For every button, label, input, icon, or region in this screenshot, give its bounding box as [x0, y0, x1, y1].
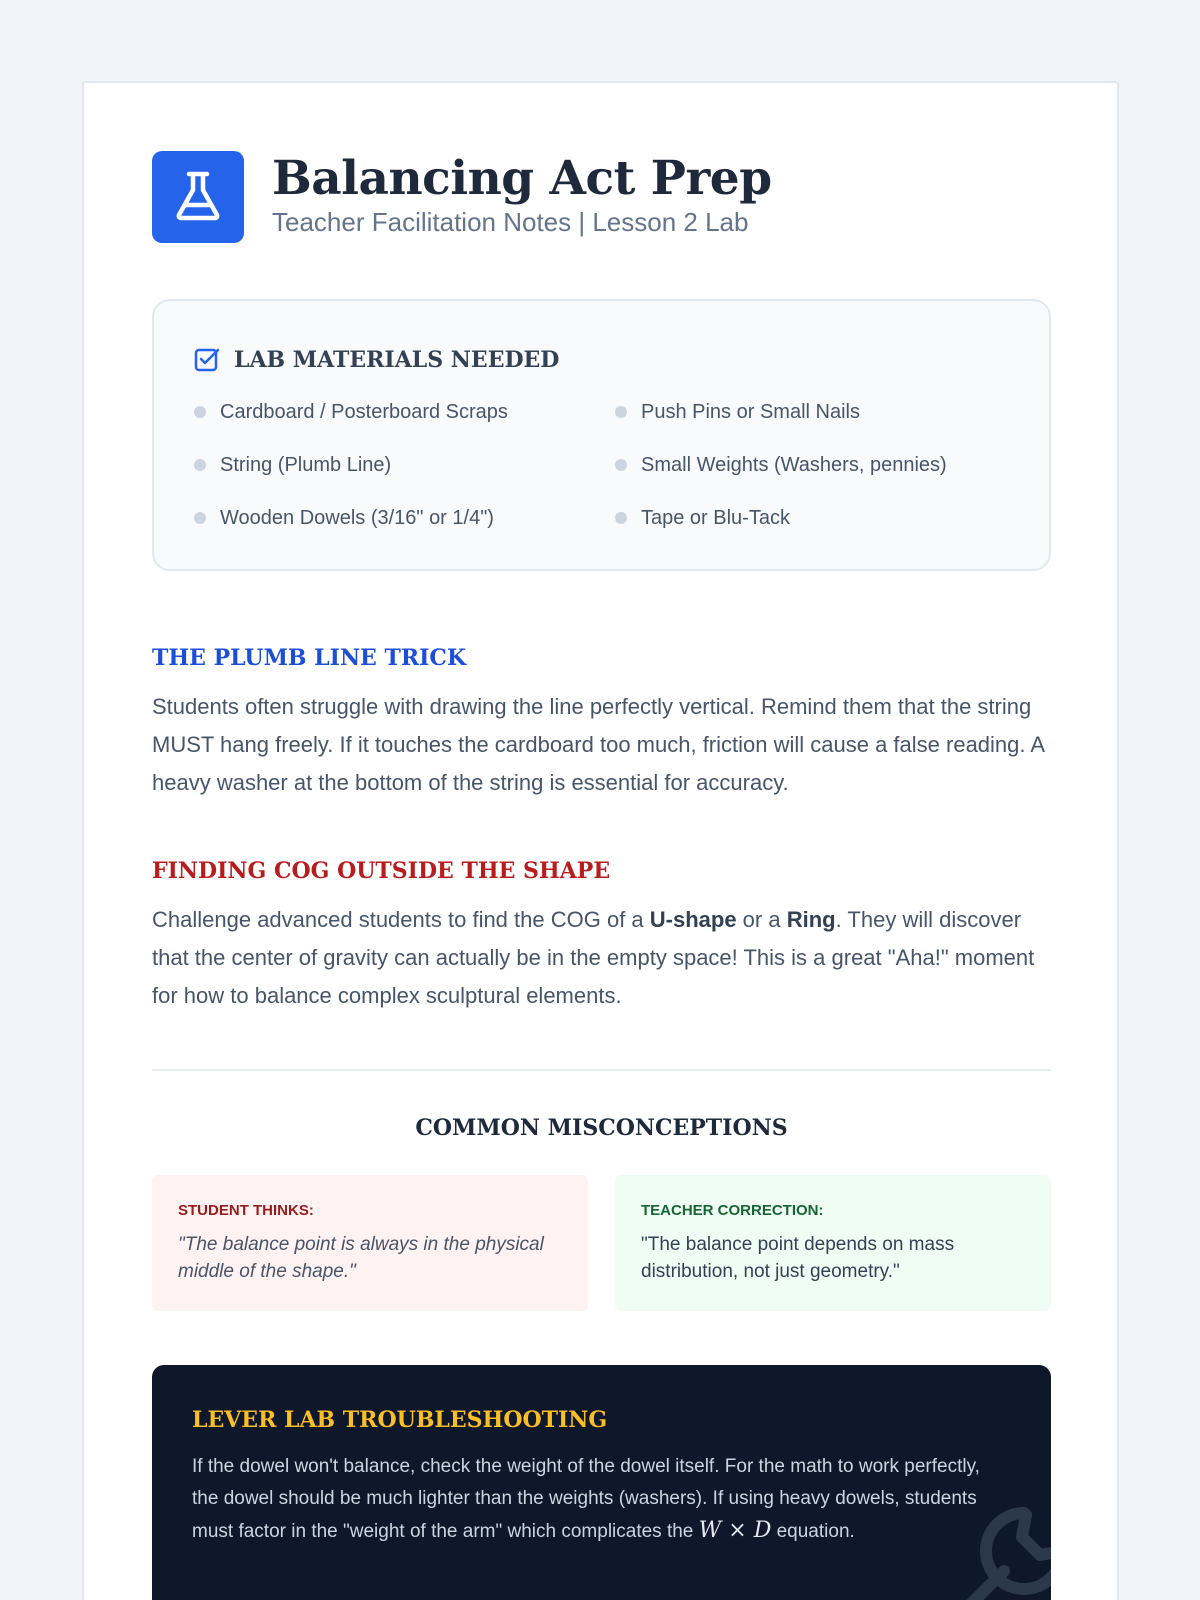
troubleshooting-text: If the dowel won't balance, check the weight of the dowel itself. For the math to work perfectly, the dowel should be much lighter than the weights (washers). If using heavy dowels, students must factor in the "weight of the arm" which complicates the W × D equation. — [192, 1456, 980, 1543]
teacher-correction-text: "The balance point depends on mass distribution, not just geometry." — [641, 1234, 955, 1282]
bullet-icon — [615, 512, 627, 524]
bullet-icon — [615, 406, 627, 418]
materials-title: LAB MATERIALS NEEDED — [234, 347, 560, 373]
student-thinks-label: STUDENT THINKS: — [178, 1202, 314, 1219]
plumb-line-heading: THE PLUMB LINE TRICK — [152, 645, 467, 671]
teacher-correction-box — [615, 1175, 1051, 1311]
bullet-icon — [194, 406, 206, 418]
page-header — [152, 151, 1051, 243]
troubleshooting-title: LEVER LAB TROUBLESHOOTING — [192, 1407, 608, 1433]
flask-icon — [175, 171, 221, 221]
misconceptions-title: COMMON MISCONCEPTIONS — [415, 1115, 788, 1141]
materials-panel — [152, 299, 1051, 571]
bullet-icon — [615, 459, 627, 471]
cog-text: Challenge advanced students to find the COG of a U-shape or a Ring. They will discover that the center of gravity can actually be in the empty space! This is a great "Aha!" moment for how to balance complex sculptural elements. — [152, 907, 1035, 1008]
student-thinks-box — [152, 1175, 588, 1311]
section-divider — [152, 1069, 1051, 1071]
cog-heading: FINDING COG OUTSIDE THE SHAPE — [152, 858, 611, 884]
bullet-icon — [194, 459, 206, 471]
bullet-icon — [194, 512, 206, 524]
plumb-line-text: Students often struggle with drawing the line perfectly vertical. Remind them that the string MUST hang freely. If it touches the cardboard too much, friction will cause a false reading. A heavy washer at the bottom of the string is essential for accuracy. — [152, 694, 1044, 795]
page-subtitle: Teacher Facilitation Notes | Lesson 2 Lab — [272, 207, 749, 237]
materials-list: Cardboard / Posterboard Scraps Push Pins or Small Nails String (Plumb Line) Small Weights (Washers, pennies) Wooden Dowels (3/16" or 1/4") Tape or Blu-Tack — [194, 397, 1014, 567]
student-thinks-text: "The balance point is always in the physical middle of the shape." — [178, 1234, 544, 1282]
page-title: Balancing Act Prep — [272, 151, 772, 206]
notes-card — [82, 81, 1119, 1600]
u-shape-term: U-shape — [649, 907, 737, 932]
formula: W × D — [698, 1518, 772, 1543]
ring-term: Ring — [786, 907, 836, 932]
logo-badge — [152, 151, 244, 243]
troubleshooting-panel — [152, 1365, 1051, 1600]
checkbox-icon — [194, 347, 220, 373]
teacher-correction-label: TEACHER CORRECTION: — [641, 1202, 824, 1219]
